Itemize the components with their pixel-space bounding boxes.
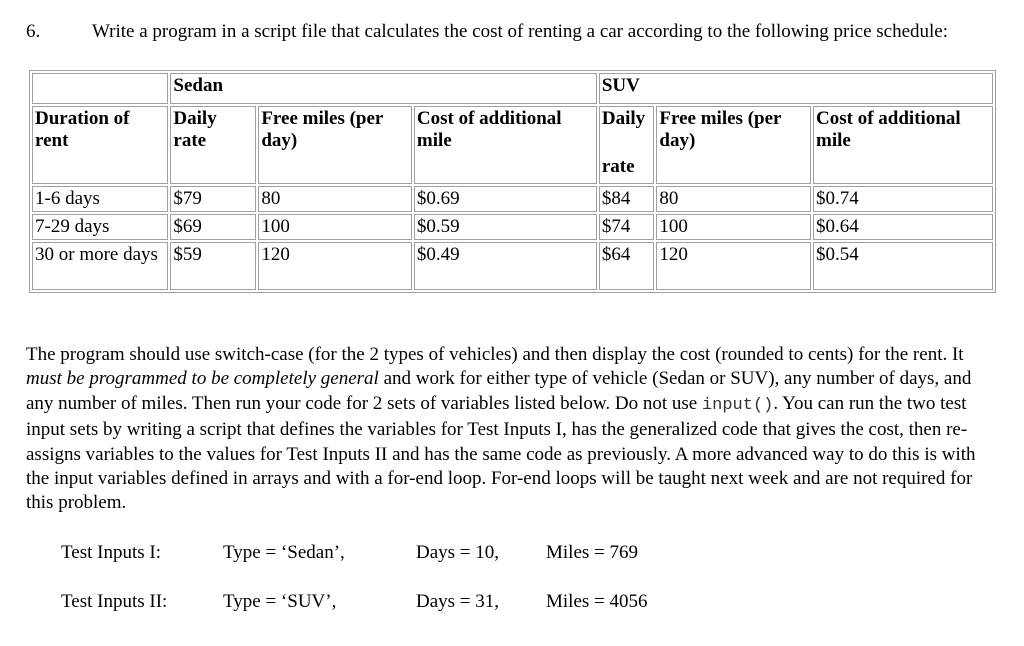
question-heading [26,20,1001,43]
para-part-1: The program should use switch-case (for the 2 types of vehicles) and then display the cost (rounded to cents) for the rent. It [26,344,964,365]
cell-sedan-free: 80 [258,186,412,212]
test-miles: Miles = 4056 [546,591,648,612]
para-part-2: and work for either type of vehicle (Sedan or SUV), any number of days, and any number of miles. Then run your code for 2 sets of variables listed below. Do not use [26,368,972,414]
cell-sedan-daily: $79 [170,186,256,212]
test-miles: Miles = 769 [546,542,638,563]
para-part-3: . You can run the two test input sets by writing a script that defines the variables for Test Inputs I, has the generalized code that gives the cost, then re-assigns variables to the values for Test Inputs II and has the same code as previously. A more advanced way to do this is with the input variables defined in arrays and with a for-end loop. For-end loops will be taught next week and are not required for this problem. [26,392,976,514]
test-days: Days = 31, [416,591,500,612]
header-suv-daily-top: Daily [601,108,646,129]
question-number: 6. [26,21,41,42]
test-type: Type = ‘SUV’, [223,591,337,612]
cell-suv-cost: $0.54 [813,242,993,290]
cell-sedan-free: 120 [258,242,412,290]
cell-duration: 7-29 days [32,214,168,240]
cell-suv-cost: $0.74 [813,186,993,212]
instructions-paragraph [26,343,1001,516]
cell-sedan-cost: $0.59 [414,214,597,240]
header-suv-daily [599,106,655,184]
cell-sedan-cost: $0.69 [414,186,597,212]
cell-sedan-cost: $0.49 [414,242,597,290]
header-duration: Duration of rent [32,106,168,184]
header-sedan-daily: Daily rate [170,106,256,184]
cell-suv-daily: $64 [599,242,655,290]
table-row [32,214,993,240]
cell-duration: 1-6 days [32,186,168,212]
header-sedan-free: Free miles (per day) [258,106,412,184]
header-suv-free: Free miles (per day) [656,106,811,184]
cell-duration: 30 or more days [32,242,168,290]
group-sedan: Sedan [170,73,596,104]
table-row [32,186,993,212]
question-text: Write a program in a script file that calculates the cost of renting a car according to the following price schedule: [92,21,949,42]
test-type: Type = ‘Sedan’, [223,542,345,563]
cell-sedan-daily: $69 [170,214,256,240]
cell-suv-free: 100 [656,214,811,240]
cell-suv-free: 80 [656,186,811,212]
header-sedan-cost: Cost of additional mile [414,106,597,184]
cell-sedan-free: 100 [258,214,412,240]
cell-suv-cost: $0.64 [813,214,993,240]
para-code: input() [701,395,774,415]
header-suv-cost: Cost of additional mile [813,106,993,184]
para-emphasis: must be programmed to be completely general [26,368,379,390]
table-cell-empty [32,73,168,104]
price-schedule-table [29,70,996,293]
cell-sedan-daily: $59 [170,242,256,290]
group-suv: SUV [599,73,993,104]
test-days: Days = 10, [416,542,500,563]
table-group-row [32,73,993,104]
table-header-row [32,106,993,184]
cell-suv-daily: $74 [599,214,655,240]
test-label: Test Inputs II: [61,591,168,612]
table-row [32,242,993,290]
test-label: Test Inputs I: [61,542,161,563]
cell-suv-daily: $84 [599,186,655,212]
cell-suv-free: 120 [656,242,811,290]
header-suv-daily-bottom: rate [601,156,635,177]
